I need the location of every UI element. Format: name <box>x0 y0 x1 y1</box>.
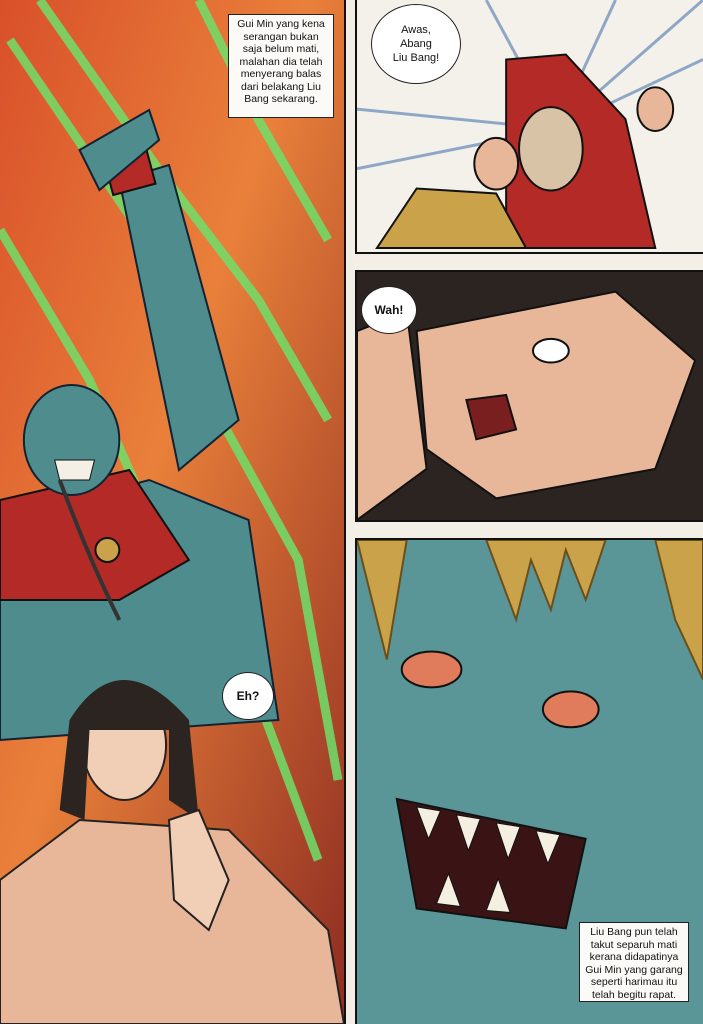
speech-bubble-awas: Awas, Abang Liu Bang! <box>371 4 461 84</box>
demon-eye-left <box>402 652 462 688</box>
caption-bottom-right: Liu Bang pun telah takut separuh mati kerana didapatinya Gui Min yang garang seperti harimau itu telah begitu rapat. <box>579 922 689 1002</box>
panel-bottom-right <box>355 538 703 1024</box>
hero-eye <box>533 339 569 363</box>
panel-top-right <box>355 0 703 254</box>
speech-bubble-eh: Eh? <box>222 672 274 720</box>
panel-left <box>0 0 346 1024</box>
guard-face <box>474 138 518 190</box>
speech-bubble-wah: Wah! <box>361 286 417 334</box>
left-panel-art <box>0 0 344 1024</box>
onlooker-face <box>637 87 673 131</box>
panel-middle-right <box>355 270 703 522</box>
demon-teeth <box>55 460 95 480</box>
demon-eye-right <box>543 691 599 727</box>
skull-ornament <box>95 538 119 562</box>
mask-face <box>519 107 583 190</box>
caption-top-left: Gui Min yang kena serangan bukan saja belum mati, malahan dia telah menyerang balas dari belakang Liu Bang sekarang. <box>228 14 334 118</box>
